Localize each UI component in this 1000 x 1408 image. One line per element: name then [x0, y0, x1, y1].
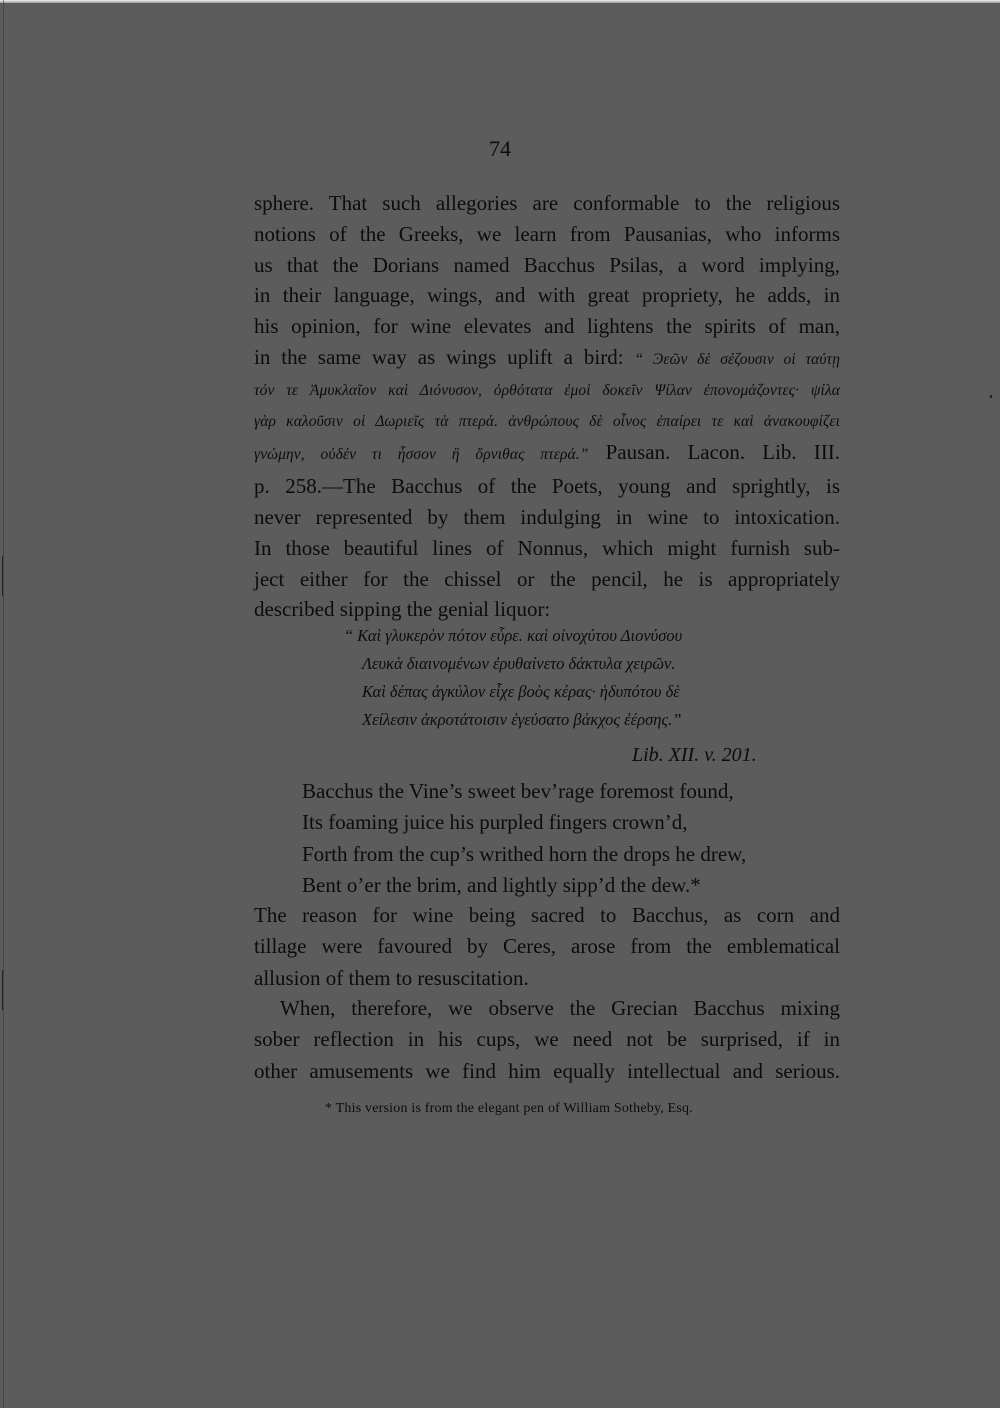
- paragraph-3: [254, 993, 840, 1087]
- text-line: ject either for the chissel or the pencil, he is appropriately: [254, 566, 840, 591]
- verse-line: Its foaming juice his purpled fingers crown’d,: [302, 810, 688, 835]
- english-verse: [302, 776, 822, 902]
- text-segment: in the same way as wings uplift a bird:: [254, 344, 624, 369]
- quote-line: Λευκὰ διαινομένων ἐρυθαίνετο δάκτυλα χειρῶν.: [362, 654, 676, 673]
- paragraph-1: [254, 188, 840, 625]
- reference-text: Pausan. Lacon. Lib. III.: [605, 440, 841, 465]
- scan-speck: [2, 556, 3, 596]
- text-line: described sipping the genial liquor:: [254, 597, 551, 622]
- quote-line: “ Καὶ γλυκερὸν πότον εὗρε. καὶ οἰνοχύτου Διονύσου: [344, 626, 683, 645]
- greek-inline-quote: γνώμην, οὐδέν τι ἧσσον ἢ ὄρνιθας πτερά.”: [254, 446, 589, 464]
- page-number: 74: [489, 136, 511, 161]
- text-line: allusion of them to resuscitation.: [254, 965, 529, 990]
- verse-line: Bacchus the Vine’s sweet bev’rage foremost found,: [302, 779, 734, 803]
- greek-line: τόν τε Ἀμυκλαῖον καὶ Διόνυσον, ὀρθότατα ἐμοὶ δοκεῖν Ψίλαν ἐπονομάζοντες· ψίλα: [254, 381, 840, 399]
- scan-speck: [990, 395, 992, 398]
- paragraph-2: [254, 900, 840, 994]
- greek-inline-quote: “ Ͽεῶν δὲ σέζουσιν οἱ ταύτῃ: [634, 350, 840, 368]
- text-line: sober reflection in his cups, we need not be surprised, if in: [254, 1027, 840, 1052]
- verse-line: Bent o’er the brim, and lightly sipp’d the dew.*: [302, 873, 701, 898]
- text-line: When, therefore, we observe the Grecian Bacchus mixing: [280, 996, 840, 1020]
- text-line: p. 258.—The Bacchus of the Poets, young and sprightly, is: [254, 474, 840, 499]
- text-line: [254, 342, 840, 376]
- scan-top-edge: [0, 0, 1000, 3]
- verse-line: Forth from the cup’s writhed horn the drops he drew,: [302, 841, 747, 866]
- text-line: other amusements we find him equally intellectual and serious.: [254, 1058, 840, 1083]
- footnote: * This version is from the elegant pen of William Sotheby, Esq.: [325, 1101, 693, 1116]
- scan-left-edge: [3, 0, 4, 1408]
- text-line: [254, 437, 840, 471]
- text-line: never represented by them indulging in wine to intoxication.: [254, 504, 840, 529]
- text-line: us that the Dorians named Bacchus Psilas, a word implying,: [254, 252, 840, 277]
- scan-speck: [2, 970, 3, 1010]
- quote-line: Χείλεσιν ἀκροτάτοισιν ἐγεύσατο βάκχος ἐέρσης.”: [362, 710, 682, 729]
- greek-line: γὰρ καλοῦσιν οἱ Δωριεῖς τὰ πτερά. ἀνθρώπους δὲ οἶνος ἐπαίρει τε καὶ ἀνακουφίζει: [254, 412, 840, 430]
- greek-verse-quote: [344, 622, 804, 734]
- text-line: in their language, wings, and with great propriety, he adds, in: [254, 283, 840, 308]
- text-line: In those beautiful lines of Nonnus, which might furnish sub-: [254, 535, 840, 560]
- text-line: his opinion, for wine elevates and lightens the spirits of man,: [254, 314, 840, 339]
- citation: Lib. XII. v. 201.: [632, 744, 757, 766]
- text-line: notions of the Greeks, we learn from Pausanias, who informs: [254, 221, 840, 246]
- quote-line: Καὶ δέπας ἀγκύλον εἶχε βοὸς κέρας· ἡδυπότου δὲ: [362, 682, 680, 701]
- text-line: sphere. That such allegories are conformable to the religious: [254, 191, 840, 215]
- text-line: The reason for wine being sacred to Bacchus, as corn and: [254, 903, 840, 927]
- text-line: tillage were favoured by Ceres, arose from the emblematical: [254, 934, 840, 959]
